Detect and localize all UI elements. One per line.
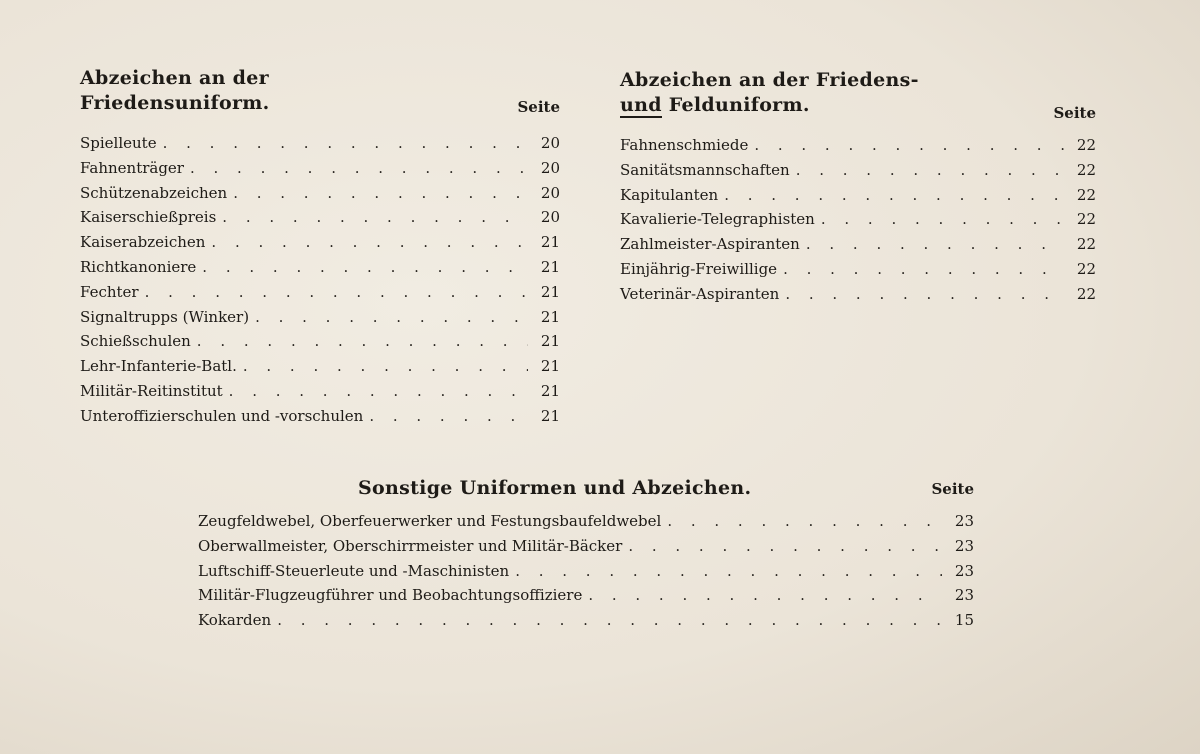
dot-leader [190,156,528,181]
toc-entry [620,282,1096,307]
toc-entry [80,354,560,379]
toc-entry-page-number: 21 [540,357,560,376]
toc-entry-page-number: 22 [1076,259,1096,278]
dot-leader [754,133,1064,158]
dot-leader [369,404,528,429]
toc-entry-label: Kavalierie-Telegraphisten [620,210,815,229]
bottom-heading: Sonstige Uniformen und Abzeichen. [358,477,752,499]
right-heading [620,68,1096,118]
toc-entry-label: Militär-Flugzeugführer und Beobachtungsoffiziere [198,586,583,605]
dot-leader [667,509,942,534]
dot-leader [588,583,942,608]
toc-entry [620,183,1096,208]
toc-entry-label: Kapitulanten [620,185,719,204]
toc-entry-page-number: 20 [540,134,560,152]
toc-entry [80,379,560,404]
toc-entry-label: Einjährig-Freiwillige [620,259,778,278]
toc-entry [620,207,1096,232]
toc-entry-page-number: 20 [540,183,560,202]
toc-entry-page-number: 20 [540,158,560,177]
toc-entry [80,230,560,255]
toc-entry-label: Zeugfeldwebel, Oberfeuerwerker und Festungsbaufeldwebel [198,512,662,530]
toc-entry-label: Zahlmeister-Aspiranten [620,235,800,254]
toc-entry-label: Sanitätsmannschaften [620,160,790,179]
left-seite-label: Seite [517,98,560,116]
toc-entry-label: Unteroffizierschulen und -vorschulen [80,406,364,425]
dot-leader [163,131,528,156]
toc-entry-label: Fahnenschmiede [620,136,749,154]
toc-entry-label: Spielleute [80,134,157,152]
toc-entry-label: Fahnenträger [80,158,184,177]
toc-entry-page-number: 21 [540,282,560,301]
dot-leader [197,329,528,354]
right-entry-list [620,133,1096,307]
toc-entry-label: Kaiserschießpreis [80,208,217,227]
toc-entry [80,205,560,230]
toc-entry [80,329,560,354]
toc-entry-page-number: 23 [954,561,974,580]
toc-entry [620,232,1096,257]
toc-entry-page-number: 22 [1076,210,1096,229]
dot-leader [233,181,528,206]
toc-entry-page-number: 22 [1076,136,1096,154]
dot-leader [806,232,1064,257]
dot-leader [222,205,528,230]
dot-leader [796,158,1064,183]
toc-entry-page-number: 23 [954,536,974,555]
toc-entry-label: Lehr-Infanterie-Batl. [80,357,237,376]
toc-entry [80,156,560,181]
toc-entry-page-number: 21 [540,233,560,252]
toc-entry-label: Fechter [80,282,139,301]
toc-entry [80,280,560,305]
toc-entry-label: Richtkanoniere [80,257,197,276]
toc-entry-label: Oberwallmeister, Oberschirrmeister und Militär-Bäcker [198,536,623,555]
toc-entry-label: Kaiserabzeichen [80,233,206,252]
toc-entry-page-number: 21 [540,381,560,400]
left-entry-list [80,131,560,429]
toc-entry [198,559,974,584]
toc-entry-label: Signaltrupps (Winker) [80,307,250,326]
toc-entry-label: Kokarden [198,611,272,630]
toc-entry-page-number: 21 [540,257,560,276]
toc-entry-page-number: 23 [954,586,974,605]
toc-entry-label: Luftschiff-Steuerleute und -Maschinisten [198,561,510,580]
toc-entry-page-number: 20 [540,208,560,227]
toc-entry [198,583,974,608]
right-section [620,68,1096,307]
toc-entry [198,608,974,633]
toc-entry-page-number: 15 [954,611,974,630]
toc-entry-label: Militär-Reitinstitut [80,381,223,400]
toc-entry [80,255,560,280]
toc-entry [198,509,974,534]
bottom-entry-list [198,509,974,633]
dot-leader [202,255,528,280]
toc-entry [80,131,560,156]
toc-entry-page-number: 21 [540,307,560,326]
dot-leader [628,534,942,559]
dot-leader [255,305,528,330]
toc-entry [620,158,1096,183]
bottom-section [198,476,974,633]
toc-entry-page-number: 22 [1076,284,1096,303]
toc-entry-page-number: 21 [540,406,560,425]
right-heading-line1: Abzeichen an der Friedens- [620,69,919,91]
toc-entry [80,181,560,206]
dot-leader [145,280,528,305]
toc-entry-label: Schützenabzeichen [80,183,228,202]
left-heading-line2: Friedensuniform. [80,92,270,114]
dot-leader [724,183,1064,208]
toc-entry-page-number: 23 [954,512,974,530]
left-heading [80,66,560,116]
dot-leader [211,230,528,255]
dot-leader [277,608,942,633]
toc-entry-page-number: 22 [1076,235,1096,254]
toc-entry-page-number: 21 [540,332,560,351]
toc-entry [198,534,974,559]
left-section [80,66,560,429]
right-heading-line2 [620,93,1096,118]
right-heading-line2-rest: Felduniform. [661,94,810,116]
toc-entry [620,257,1096,282]
dot-leader [821,207,1064,232]
toc-entry-label: Schießschulen [80,332,191,351]
dot-leader [243,354,528,379]
left-heading-line1: Abzeichen an der [80,67,269,89]
toc-entry [80,305,560,330]
right-seite-label: Seite [1053,104,1096,122]
bottom-seite-label: Seite [931,480,974,498]
toc-entry-label: Veterinär-Aspiranten [620,284,780,303]
toc-entry [80,404,560,429]
dot-leader [229,379,528,404]
toc-entry-page-number: 22 [1076,160,1096,179]
dot-leader [785,282,1064,307]
dot-leader [515,559,942,584]
dot-leader [783,257,1064,282]
toc-entry-page-number: 22 [1076,185,1096,204]
toc-entry [620,133,1096,158]
right-heading-underlined-word: und [620,94,662,116]
